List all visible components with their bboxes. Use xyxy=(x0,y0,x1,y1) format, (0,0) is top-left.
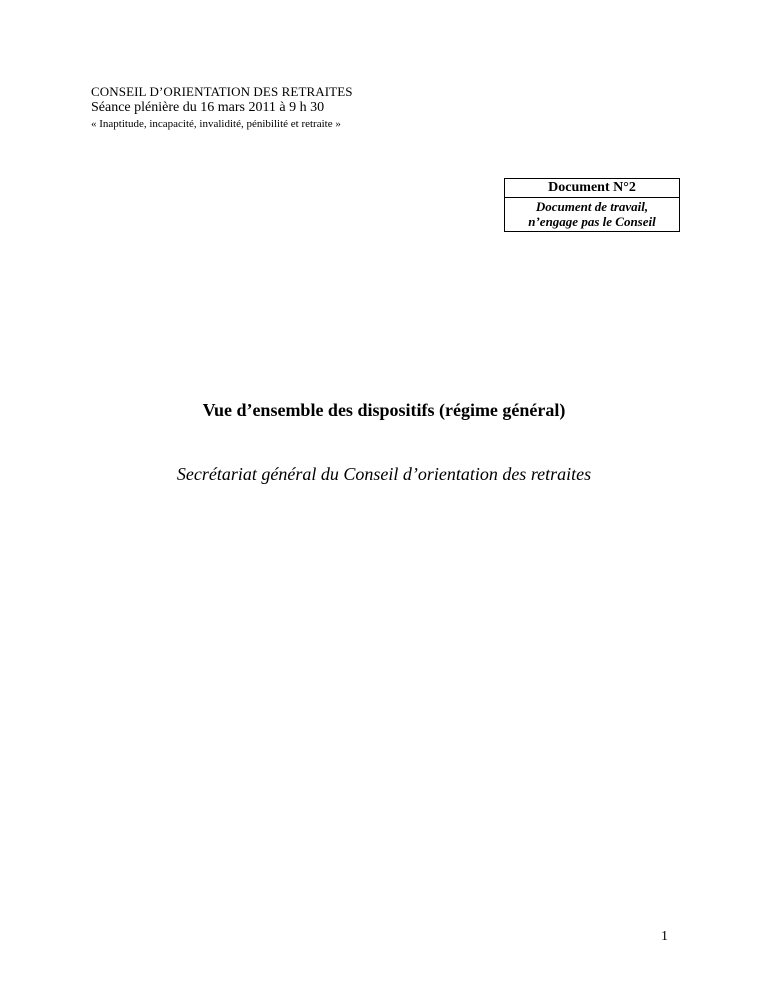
author-line: Secrétariat général du Conseil d’orientation des retraites xyxy=(176,464,592,484)
document-number: Document N°2 xyxy=(505,179,679,198)
page-title: Vue d’ensemble des dispositifs (régime général) xyxy=(202,400,566,420)
document-header xyxy=(91,84,353,132)
organization-name: CONSEIL D’ORIENTATION DES RETRAITES xyxy=(91,84,353,99)
document-number-box xyxy=(504,178,680,232)
document-disclaimer xyxy=(505,198,679,231)
page-number: 1 xyxy=(661,929,668,944)
session-info: Séance plénière du 16 mars 2011 à 9 h 30 xyxy=(91,100,325,115)
session-topic: « Inaptitude, incapacité, invalidité, pénibilité et retraite » xyxy=(91,118,341,130)
disclaimer-line-1: Document de travail, xyxy=(535,199,649,214)
disclaimer-line-2: n’engage pas le Conseil xyxy=(528,214,656,229)
